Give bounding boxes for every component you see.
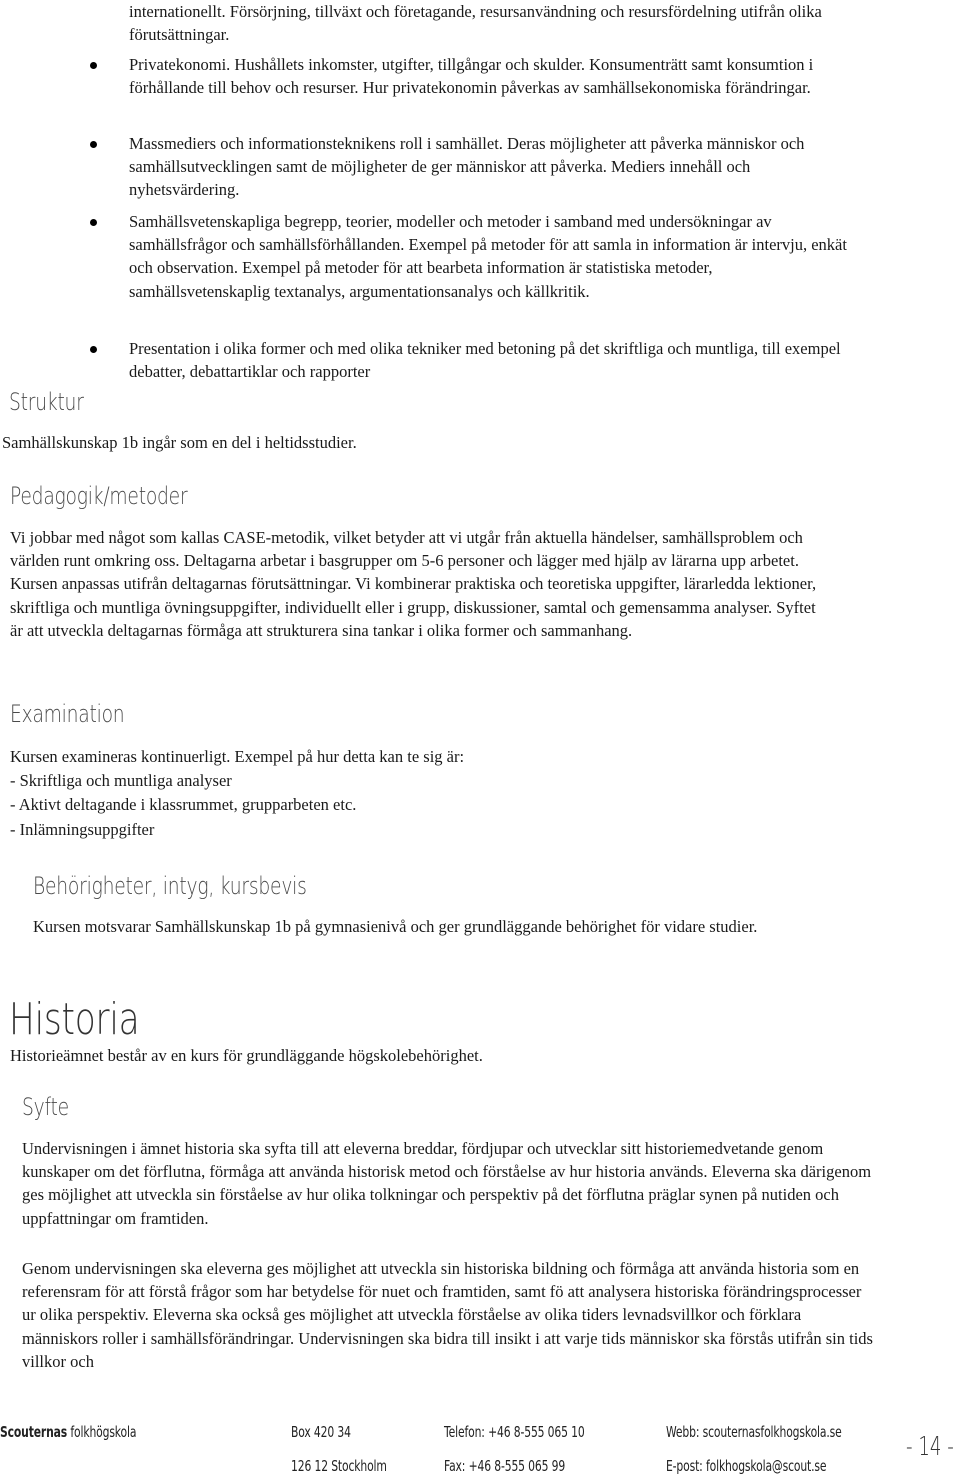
behorighet-text: Kursen motsvarar Samhällskunskap 1b på gymnasienivå och ger grundläggande behörighet för vidare studier. [33, 917, 758, 936]
historia-intro: Historieämnet består av en kurs för grundläggande högskolebehörighet. [10, 1046, 483, 1065]
footer-brand-rest: folkhögskola [67, 1423, 137, 1441]
page-number: - 14 - [906, 1432, 954, 1462]
pedagogik-text: Vi jobbar med något som kallas CASE-metodik, vilket betyder att vi utgår från aktuella händelser, samhällsproblem och världen runt omkring oss. Deltagarna arbetar i basgrupper om 5-6 personer och lägger med hjälp av lärarna upp arbetet. Kursen anpassas utifrån deltagarnas förutsättningar. Vi kombinerar praktiska och teoretiska uppgifter, lärarledda lektioner, skriftliga och muntliga övningsuppgifter, individuellt eller i grupp, diskussioner, samtal och gemensamma analyser. Syftet är att utveckla deltagarnas förmåga att strukturera sina tankar i olika former och sammanhang. [10, 528, 817, 640]
footer-telefon: Telefon: +46 8-555 065 10 [444, 1423, 585, 1441]
bullet-dot [90, 62, 97, 69]
bullet-item-massmedier: Massmediers och informationsteknikens roll i samhället. Deras möjligheter att påverka människor och samhällsutvecklingen samt de möjligheter de ger människor att påverka. Mediers innehåll och nyhetsvärdering. [129, 134, 805, 200]
bullet-item-privatekonomi: Privatekonomi. Hushållets inkomster, utgifter, tillgångar och skulder. Konsumenträtt samt konsumtion i förhållande till behov och resurser. Hur privatekonomin påverkas av samhällsekonomiska förändringar. [129, 55, 814, 98]
footer-brand: Scouternas [0, 1423, 68, 1441]
historia-title: Historia [9, 994, 140, 1045]
examination-line: - Skriftliga och muntliga analyser [10, 771, 232, 791]
bullet-dot [90, 346, 97, 353]
struktur-text: Samhällskunskap 1b ingår som en del i heltidsstudier. [2, 433, 357, 452]
struktur-heading: Struktur [9, 388, 84, 416]
bullet-item-presentation: Presentation i olika former och med olika tekniker med betoning på det skriftliga och muntliga, till exempel debatter, debattartiklar och rapporter [129, 339, 841, 382]
footer-postal: 126 12 Stockholm [291, 1457, 387, 1475]
footer-school-name [0, 1423, 136, 1441]
examination-line: - Aktivt deltagande i klassrummet, grupparbeten etc. [10, 795, 357, 815]
examination-list [10, 745, 810, 841]
footer-fax: Fax: +46 8-555 065 99 [444, 1457, 566, 1475]
behorighet-heading: Behörigheter, intyg, kursbevis [33, 872, 307, 900]
footer-epost[interactable]: E-post: folkhogskola@scout.se [666, 1457, 827, 1475]
bullet-dot [90, 141, 97, 148]
footer-webb[interactable]: Webb: scouternasfolkhogskola.se [666, 1423, 842, 1441]
syfte-paragraph-2: Genom undervisningen ska eleverna ges möjlighet att utveckla sin historiska bildning och förmåga att använda historia som en referensram för att förstå frågor som har betydelse för nuet och framtiden, samt fö att analysera historiska förändringsprocesser ur olika perspektiv. Eleverna ska också ges möjlighet att utveckla förståelse av olika tiders levnadsvillkor och förklara människors roller i samhällsförändringar. Undervisningen ska bidra till insikt i att varje tids människor ska förstås utifrån sin tids villkor och [22, 1259, 873, 1371]
continued-bullet-text: internationellt. Försörjning, tillväxt och företagande, resursanvändning och resursfördelning utifrån olika förutsättningar. [129, 2, 822, 45]
syfte-heading: Syfte [22, 1093, 69, 1121]
bullet-dot [90, 219, 97, 226]
pedagogik-heading: Pedagogik/metoder [10, 482, 188, 510]
footer-box: Box 420 34 [291, 1423, 351, 1441]
bullet-item-begrepp: Samhällsvetenskapliga begrepp, teorier, modeller och metoder i samband med undersökningar av samhällsfrågor och samhällsförhållanden. Exempel på metoder för att samla in information är intervju, enkät och observation. Exempel på metoder för att bearbeta information är statistiska metoder, samhällsvetenskaplig textanalys, argumentationsanalys och källkritik. [129, 212, 847, 301]
examination-line: Kursen examineras kontinuerligt. Exempel på hur detta kan te sig är: [10, 747, 465, 766]
examination-heading: Examination [10, 700, 125, 728]
syfte-paragraph-1: Undervisningen i ämnet historia ska syfta till att eleverna breddar, fördjupar och utvecklar sitt historiemedvetande genom kunskaper om det förflutna, förmåga att använda historisk metod och förståelse av hur historia används. Eleverna ska därigenom ges möjlighet att utveckla sin förståelse av hur olika tolkningar och perspektiv på det förflutna präglar synen på nutiden och uppfattningar om framtiden. [22, 1139, 872, 1228]
examination-line: - Inlämningsuppgifter [10, 819, 155, 839]
